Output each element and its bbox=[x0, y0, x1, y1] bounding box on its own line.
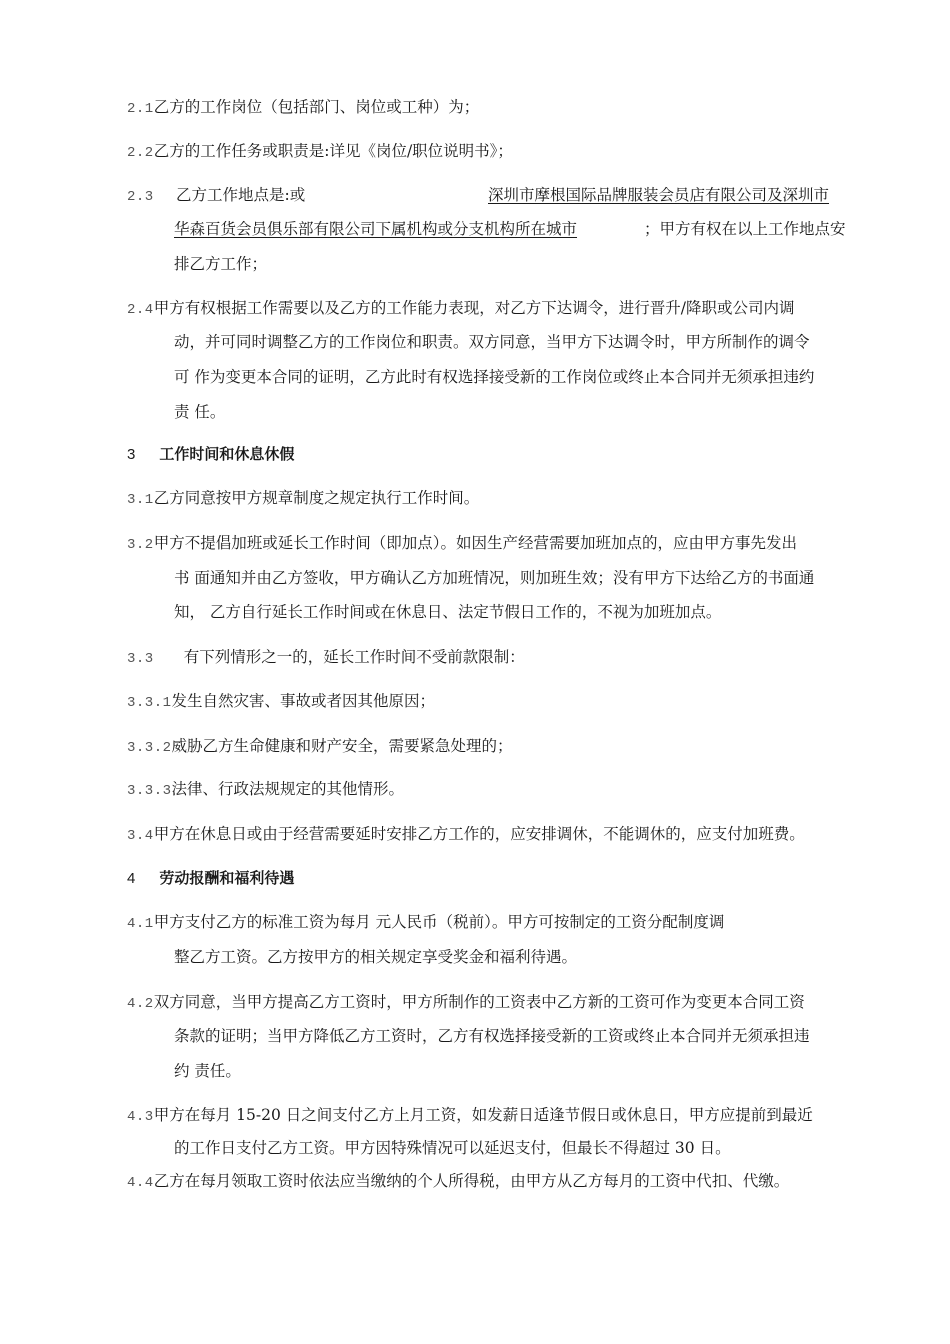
clause-number: 2.3 bbox=[127, 189, 154, 205]
clause-4-2 bbox=[127, 991, 805, 1015]
clause-number: 3.3 bbox=[127, 651, 154, 667]
clause-number: 4.2 bbox=[127, 996, 154, 1012]
clause-text: 威胁乙方生命健康和财产安全，需要紧急处理的； bbox=[171, 737, 513, 755]
clause-text: 乙方的工作任务或职责是:详见《岗位/职位说明书》； bbox=[153, 142, 513, 160]
clause-text-line1: 双方同意，当甲方提高乙方工资时，甲方所制作的工资表中乙方新的工资可作为变更本合同工资 bbox=[153, 993, 805, 1011]
section-title: 工作时间和休息休假 bbox=[159, 445, 295, 463]
clause-number: 3.3.3 bbox=[127, 783, 172, 799]
clause-text: 发生自然灾害、事故或者因其他原因； bbox=[171, 692, 436, 710]
section-title: 劳动报酬和福利待遇 bbox=[159, 869, 295, 887]
clause-3-3-3 bbox=[127, 778, 404, 802]
clause-number: 2.4 bbox=[127, 302, 154, 318]
clause-number: 4.1 bbox=[127, 916, 154, 932]
clause-3-1 bbox=[127, 487, 479, 511]
clause-3-2-line3: 知， 乙方自行延长工作时间或在休息日、法定节假日工作的，不视为加班加点。 bbox=[174, 603, 722, 621]
clause-2-3-lead: 乙方工作地点是:或 bbox=[176, 186, 306, 204]
clause-number: 4.4 bbox=[127, 1175, 154, 1191]
clause-2-3-rest: ；甲方有权在以上工作地点安 bbox=[644, 220, 846, 238]
clause-text-line1: 甲方在每月 15-20 日之间支付乙方上月工资，如发薪日适逢节假日或休息日，甲方应提前到最近 bbox=[153, 1106, 813, 1124]
clause-2-4 bbox=[127, 297, 794, 321]
clause-text-line1: 甲方支付乙方的标准工资为每月 元人民币（税前）。甲方可按制定的工资分配制度调 bbox=[153, 913, 725, 931]
clause-text: 乙方的工作岗位（包括部门、岗位或工种）为； bbox=[153, 98, 480, 116]
clause-text: 法律、行政法规规定的其他情形。 bbox=[171, 780, 405, 798]
clause-4-2-line3: 约 责任。 bbox=[174, 1062, 241, 1080]
section-number: 3 bbox=[127, 446, 136, 463]
clause-number: 2.1 bbox=[127, 101, 154, 117]
clause-4-3-line2: 的工作日支付乙方工资。甲方因特殊情况可以延迟支付，但最长不得超过 30 日。 bbox=[174, 1139, 731, 1157]
clause-3-3-1 bbox=[127, 690, 435, 714]
clause-number: 3.3.2 bbox=[127, 740, 172, 756]
clause-3-4 bbox=[127, 823, 805, 847]
work-place-underlined-1: 深圳市摩根国际品牌服装会员店有限公司及深圳市 bbox=[488, 186, 830, 204]
section-heading-3 bbox=[127, 443, 294, 466]
clause-4-2-line2: 条款的证明；当甲方降低乙方工资时，乙方有权选择接受新的工资或终止本合同并无须承担违 bbox=[174, 1027, 810, 1045]
clause-text: 乙方在每月领取工资时依法应当缴纳的个人所得税，由甲方从乙方每月的工资中代扣、代缴。 bbox=[153, 1172, 790, 1190]
clause-2-3-line3: 排乙方工作； bbox=[174, 255, 268, 273]
clause-number: 3.1 bbox=[127, 492, 154, 508]
clause-4-4 bbox=[127, 1170, 789, 1194]
clause-text: 有下列情形之一的，延长工作时间不受前款限制： bbox=[183, 648, 525, 666]
clause-3-2 bbox=[127, 532, 797, 556]
clause-2-3 bbox=[127, 184, 154, 208]
clause-3-3 bbox=[127, 646, 525, 670]
clause-text-line1: 甲方有权根据工作需要以及乙方的工作能力表现，对乙方下达调令，进行晋升/降职或公司内调 bbox=[153, 299, 795, 317]
clause-2-1 bbox=[127, 96, 479, 120]
clause-text-line1: 甲方不提倡加班或延长工作时间（即加点）。如因生产经营需要加班加点的，应由甲方事先发出 bbox=[153, 534, 797, 552]
clause-3-2-line2: 书 面通知并由乙方签收，甲方确认乙方加班情况，则加班生效；没有甲方下达给乙方的书面通 bbox=[174, 569, 815, 587]
clause-4-1 bbox=[127, 911, 724, 935]
clause-number: 3.3.1 bbox=[127, 695, 172, 711]
clause-text: 乙方同意按甲方规章制度之规定执行工作时间。 bbox=[153, 489, 480, 507]
clause-number: 3.2 bbox=[127, 537, 154, 553]
work-place-underlined-2: 华森百货会员俱乐部有限公司下属机构或分支机构所在城市 bbox=[174, 220, 578, 238]
clause-number: 2.2 bbox=[127, 145, 154, 161]
clause-4-3 bbox=[127, 1104, 813, 1128]
clause-4-1-line2: 整乙方工资。乙方按甲方的相关规定享受奖金和福利待遇。 bbox=[174, 948, 578, 966]
section-number: 4 bbox=[127, 870, 136, 887]
clause-2-4-line2: 动，并可同时调整乙方的工作岗位和职责。双方同意，当甲方下达调令时，甲方所制作的调令 bbox=[174, 333, 810, 351]
clause-2-4-line4: 责 任。 bbox=[174, 403, 226, 421]
clause-2-4-line3: 可 作为变更本合同的证明，乙方此时有权选择接受新的工作岗位或终止本合同并无须承担违约 bbox=[174, 368, 815, 386]
clause-2-2 bbox=[127, 140, 513, 164]
clause-text: 甲方在休息日或由于经营需要延时安排乙方工作的，应安排调休，不能调休的，应支付加班费。 bbox=[153, 825, 805, 843]
clause-number: 4.3 bbox=[127, 1109, 154, 1125]
clause-3-3-2 bbox=[127, 735, 513, 759]
clause-number: 3.4 bbox=[127, 828, 154, 844]
section-heading-4 bbox=[127, 867, 294, 890]
